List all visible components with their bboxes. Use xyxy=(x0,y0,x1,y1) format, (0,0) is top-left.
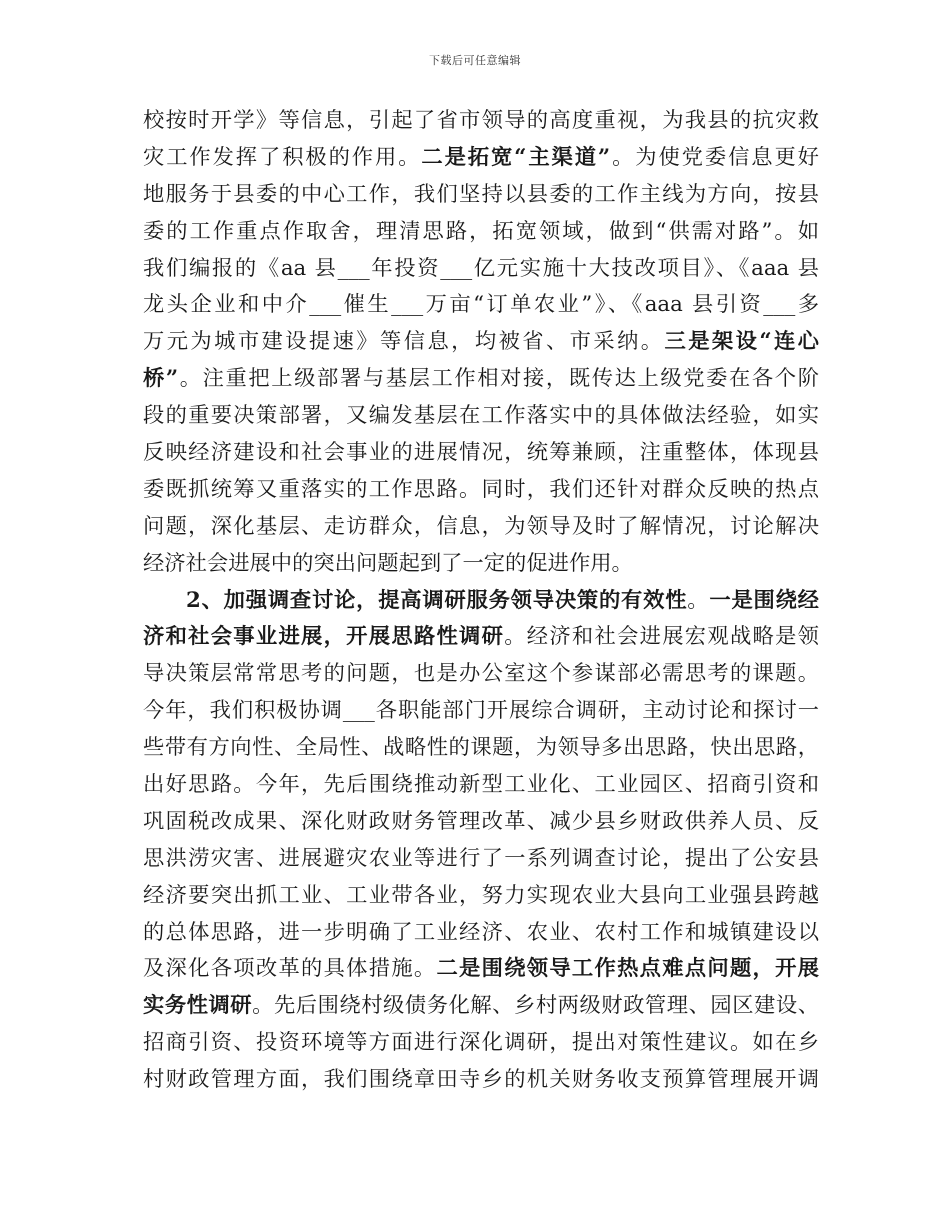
text-line xyxy=(143,1025,819,1062)
text-segment: 委的工作重点作取舍，理清思路，拓宽领域，做到“供需对路”。如 xyxy=(143,218,819,244)
text-segment: 经济社会进展中的突出问题起到了一定的促进作用。 xyxy=(143,550,633,576)
text-segment: 段的重要决策部署，又编发基层在工作落实中的具体做法经验，如实 xyxy=(143,403,819,429)
text-line xyxy=(143,1062,819,1099)
text-line xyxy=(143,730,819,767)
text-line xyxy=(143,472,819,509)
bold-text-segment: 一是围绕经 xyxy=(709,587,819,613)
text-segment: 巩固税改成果、深化财政财务管理改革、减少县乡财政供养人员、反 xyxy=(143,808,819,834)
text-line xyxy=(143,988,819,1025)
text-line xyxy=(143,435,819,472)
text-line xyxy=(143,214,819,251)
text-line xyxy=(143,140,819,177)
text-segment: 今年，我们积极协调___各职能部门开展综合调研，主动讨论和探讨一 xyxy=(143,698,819,724)
bold-text-segment: 济和社会事业进展，开展思路性调研 xyxy=(143,624,505,650)
text-segment: 些带有方向性、全局性、战略性的课题，为领导多出思路，快出思路， xyxy=(143,735,819,761)
text-line xyxy=(143,804,819,841)
text-line xyxy=(143,177,819,214)
text-line xyxy=(143,767,819,804)
text-segment: 村财政管理方面，我们围绕章田寺乡的机关财务收支预算管理展开调 xyxy=(143,1067,819,1093)
text-line xyxy=(143,251,819,288)
text-line xyxy=(143,878,819,915)
text-line xyxy=(143,361,819,398)
text-line xyxy=(143,841,819,878)
text-line xyxy=(143,324,819,361)
bold-text-segment: 2、加强调查讨论，提高调研服务领导决策的有效性 xyxy=(186,587,688,613)
bold-text-segment: 实务性调研 xyxy=(143,993,253,1019)
text-segment: 校按时开学》等信息，引起了省市领导的高度重视，为我县的抗灾救 xyxy=(143,108,819,133)
text-segment: 反映经济建设和社会事业的进展情况，统筹兼顾，注重整体，体现县 xyxy=(143,440,819,466)
text-segment: 及深化各项改革的具体措施。 xyxy=(143,956,437,982)
text-segment: 。经济和社会进展宏观战略是领 xyxy=(504,624,819,650)
text-segment: 。注重把上级部署与基层工作相对接，既传达上级党委在各个阶 xyxy=(178,366,819,392)
text-segment: 招商引资、投资环境等方面进行深化调研，提出对策性建议。如在乡 xyxy=(143,1030,819,1056)
text-segment: 我们编报的《aa 县___年投资___亿元实施十大技改项目》、《aaa 县 xyxy=(143,255,819,281)
text-segment: 出好思路。今年，先后围绕推动新型工业化、工业园区、招商引资和 xyxy=(143,772,819,798)
text-segment: 问题，深化基层、走访群众，信息，为领导及时了解情况，讨论解决 xyxy=(143,513,819,539)
text-line xyxy=(143,915,819,952)
text-segment: 经济要突出抓工业、工业带各业，努力实现农业大县向工业强县跨越 xyxy=(143,882,819,908)
text-segment: 龙头企业和中介___催生___万亩“订单农业”》、《aaa 县引资___多 xyxy=(143,292,819,318)
document-body xyxy=(143,103,819,1099)
text-segment: 委既抓统筹又重落实的工作思路。同时，我们还针对群众反映的热点 xyxy=(143,476,819,502)
text-segment: 思洪涝灾害、进展避灾农业等进行了一系列调查讨论，提出了公安县 xyxy=(143,845,819,871)
text-line xyxy=(143,287,819,324)
text-segment: 万元为城市建设提速》等信息，均被省、市采纳。 xyxy=(143,329,665,355)
text-line xyxy=(143,619,819,656)
text-segment: 。为使党委信息更好 xyxy=(610,144,819,170)
text-segment: 。先后围绕村级债务化解、乡村两级财政管理、园区建设、 xyxy=(252,993,819,1019)
text-line xyxy=(143,583,819,620)
text-segment: 灾工作发挥了积极的作用。 xyxy=(143,144,422,170)
text-segment: 导决策层常常思考的问题，也是办公室这个参谋部必需思考的课题。 xyxy=(143,661,819,687)
text-line xyxy=(143,656,819,693)
text-line xyxy=(143,546,819,583)
bold-text-segment: 二是围绕领导工作热点难点问题，开展 xyxy=(436,956,819,982)
text-segment: 地服务于县委的中心工作，我们坚持以县委的工作主线为方向，按县 xyxy=(143,181,819,207)
bold-text-segment: 桥” xyxy=(143,366,179,392)
text-line xyxy=(143,509,819,546)
text-segment: 。 xyxy=(687,587,710,613)
bold-text-segment: 三是架设“连心 xyxy=(664,329,819,355)
bold-text-segment: 二是拓宽“主渠道” xyxy=(421,144,611,170)
page-header: 下载后可任意编辑 xyxy=(429,54,521,67)
text-line xyxy=(143,103,819,140)
text-line xyxy=(143,693,819,730)
text-line xyxy=(143,951,819,988)
text-line xyxy=(143,398,819,435)
text-segment: 的总体思路，进一步明确了工业经济、农业、农村工作和城镇建设以 xyxy=(143,919,819,945)
